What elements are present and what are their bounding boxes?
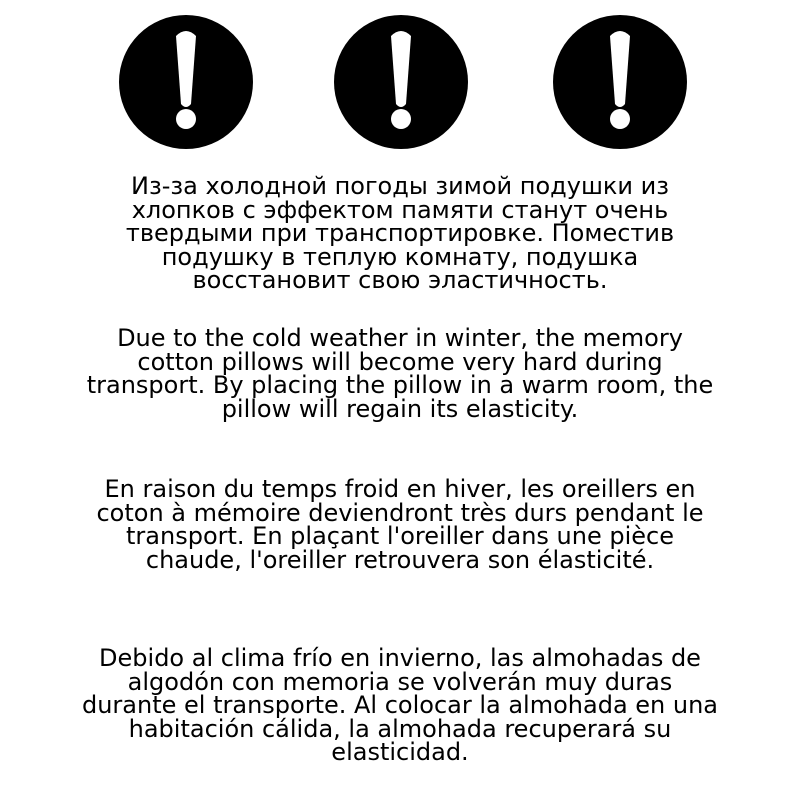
exclamation-icon (552, 14, 688, 150)
paragraph-russian: Из-за холодной погоды зимой подушки из хлопков с эффектом памяти станут очень твердыми при транспортировке. Поместив подушку в теплую комнату, подушка восстановит свою эластичность. (125, 172, 675, 294)
paragraph-spanish: Debido al clima frío en invierno, las almohadas de algodón con memoria se volverán muy duras durante el transporte. Al colocar la almohada en una habitación cálida, la almohada recuperará su elasticidad. (81, 644, 719, 766)
exclamation-icon (333, 14, 469, 150)
warning-icons-row (0, 14, 800, 150)
exclamation-icon (118, 14, 254, 150)
paragraph-french: En raison du temps froid en hiver, les oreillers en coton à mémoire deviendront très durs pendant le transport. En plaçant l'oreiller dans une pièce chaude, l'oreiller retrouvera son élasticité. (96, 475, 704, 574)
paragraph-english: Due to the cold weather in winter, the memory cotton pillows will become very hard during transport. By placing the pillow in a warm room, the pillow will regain its elasticity. (86, 324, 714, 423)
